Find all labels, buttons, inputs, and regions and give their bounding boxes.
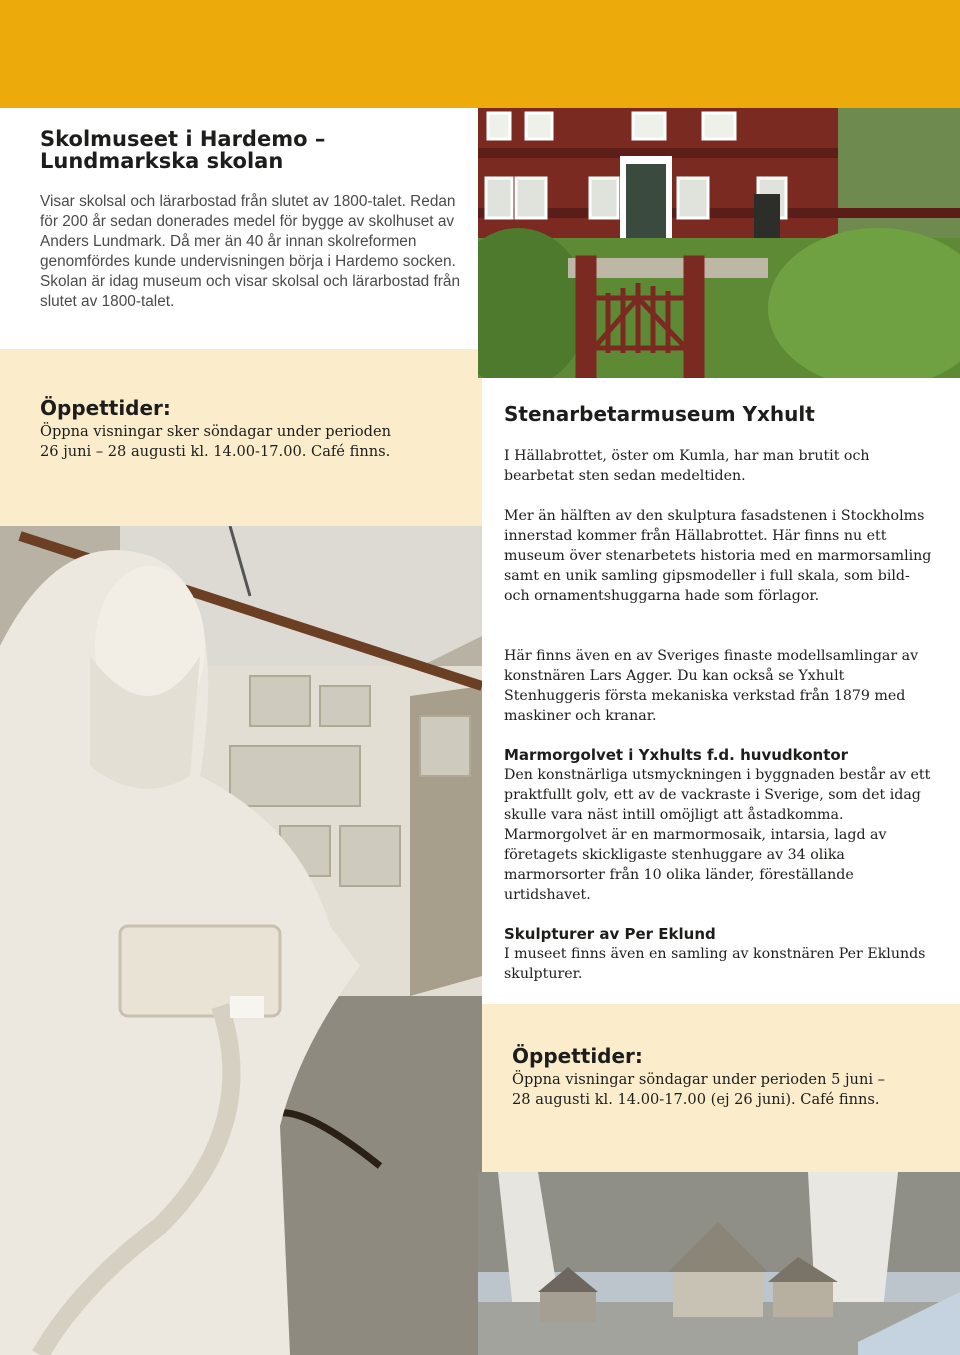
sculptures-text: I museet finns även en samling av konstnären Per Eklunds skulpturer. [504,946,926,982]
school-opening-heading: Öppettider: [40,396,171,420]
school-title-line1: Skolmuseet i Hardemo – [40,127,326,151]
museum-history [504,506,934,606]
museum-intro [504,446,934,486]
museum-paragraph-3: Här finns även en av Sveriges finaste modellsamlingar av konstnären Lars Agger. Du kan också se Yxhult Stenhuggeris första mekaniska verkstad från 1879 med maskiner och kranar. [504,648,919,724]
school-house-photo [478,108,960,378]
model-village-photo [478,1172,960,1355]
museum-models [504,646,934,726]
school-opening-line2: 26 juni – 28 augusti kl. 14.00-17.00. Café finns. [40,443,391,460]
museum-title: Stenarbetarmuseum Yxhult [504,402,815,426]
sculptures-heading: Skulpturer av Per Eklund [504,925,716,943]
museum-opening-line1: Öppna visningar söndagar under perioden 5 juni – [512,1071,885,1088]
marble-floor-heading: Marmorgolvet i Yxhults f.d. huvudkontor [504,746,849,764]
sculptures-section [504,924,934,984]
school-title [40,128,325,172]
school-opening-hours [40,396,470,462]
school-description: Visar skolsal och lärarbostad från slutet av 1800-talet. Redan för 200 år sedan donerades medel för bygge av skolhuset av Anders Lundmark. Då mer än 40 år innan skolreformen genomfördes kunde undervisningen börja i Hardemo socken. Skolan är idag museum och visar skolsal och lärarbostad från slutet av 1800-talet. [40,193,461,310]
school-title-line2: Lundmarkska skolan [40,149,284,173]
top-accent-bar [0,0,960,108]
museum-interior-photo [0,526,482,1355]
marble-floor-text: Den konstnärliga utsmyckningen i byggnaden består av ett praktfullt golv, ett av de vackraste i Sverige, som det idag skulle vara näst intill omöjligt att åstadkomma. Marmorgolvet är en marmormosaik, intarsia, lagd av företagets skickligaste stenhuggare av 34 olika marmorsorter från 10 olika länder, föreställande urtidshavet. [504,767,931,903]
museum-opening-line2: 28 augusti kl. 14.00-17.00 (ej 26 juni). Café finns. [512,1091,880,1108]
museum-opening-hours [512,1044,952,1110]
museum-paragraph-1: I Hällabrottet, öster om Kumla, har man brutit och bearbetat sten sedan medeltiden. [504,448,870,484]
museum-opening-heading: Öppettider: [512,1044,643,1068]
school-opening-line1: Öppna visningar sker söndagar under perioden [40,423,392,440]
marble-floor-section [504,745,934,905]
museum-paragraph-2: Mer än hälften av den skulptura fasadstenen i Stockholms innerstad kommer från Hällabrottet. Här finns nu ett museum över stenarbetets historia med en marmorsamling samt en unik samling gipsmodeller i full skala, som bild- och ornamentshuggarna hade som förlagor. [504,508,932,604]
